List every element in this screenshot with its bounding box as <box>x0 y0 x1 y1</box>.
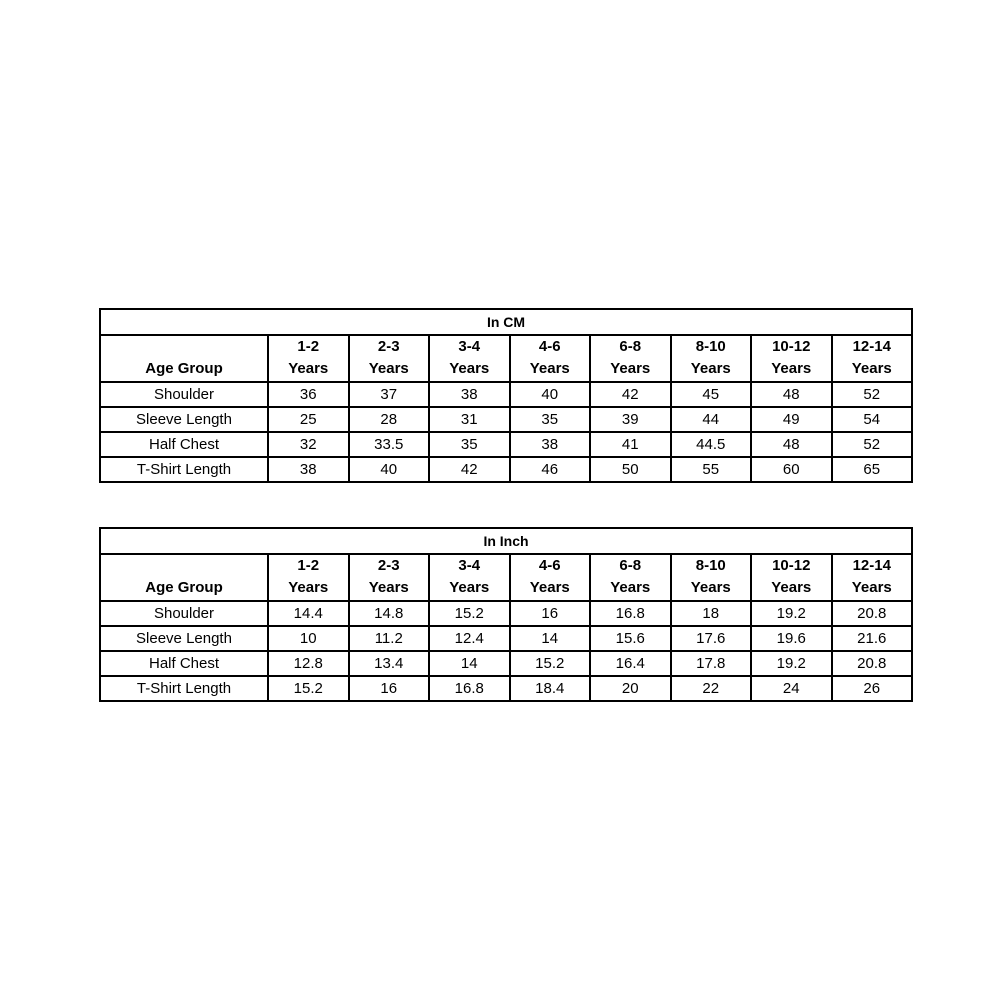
age-unit: Years <box>610 360 651 377</box>
column-header-age-7 <box>832 335 913 382</box>
size-table-inch <box>99 527 913 702</box>
measurement-cell: 35 <box>429 432 510 457</box>
measurement-cell: 16.4 <box>590 651 671 676</box>
column-header-age-0 <box>268 554 349 601</box>
measurement-cell: 55 <box>671 457 752 482</box>
table-row <box>100 382 912 407</box>
column-header-age-2 <box>429 335 510 382</box>
row-label: T-Shirt Length <box>100 457 268 482</box>
measurement-cell: 20 <box>590 676 671 701</box>
age-range: 4-6 <box>538 338 561 355</box>
measurement-cell: 12.4 <box>429 626 510 651</box>
table-row <box>100 432 912 457</box>
column-header-age-1 <box>349 554 430 601</box>
measurement-cell: 19.2 <box>751 651 832 676</box>
measurement-cell: 20.8 <box>832 601 913 626</box>
measurement-cell: 44.5 <box>671 432 752 457</box>
measurement-cell: 33.5 <box>349 432 430 457</box>
row-label: Half Chest <box>100 651 268 676</box>
age-range: 12-14 <box>852 338 891 355</box>
measurement-cell: 39 <box>590 407 671 432</box>
age-unit: Years <box>529 360 570 377</box>
age-range: 12-14 <box>852 557 891 574</box>
measurement-cell: 22 <box>671 676 752 701</box>
measurement-cell: 16 <box>510 601 591 626</box>
measurement-cell: 54 <box>832 407 913 432</box>
age-unit: Years <box>771 360 812 377</box>
age-range: 10-12 <box>772 338 811 355</box>
measurement-cell: 17.6 <box>671 626 752 651</box>
column-header-age-1 <box>349 335 430 382</box>
age-range: 8-10 <box>695 557 726 574</box>
measurement-cell: 40 <box>510 382 591 407</box>
measurement-cell: 36 <box>268 382 349 407</box>
measurement-cell: 52 <box>832 432 913 457</box>
age-group-header <box>100 335 268 382</box>
size-table-cm <box>99 308 913 483</box>
measurement-cell: 14 <box>510 626 591 651</box>
table-title-row <box>100 309 912 335</box>
column-header-age-6 <box>751 554 832 601</box>
measurement-cell: 17.8 <box>671 651 752 676</box>
measurement-cell: 19.2 <box>751 601 832 626</box>
measurement-cell: 16 <box>349 676 430 701</box>
measurement-cell: 42 <box>590 382 671 407</box>
measurement-cell: 18.4 <box>510 676 591 701</box>
column-header-age-5 <box>671 335 752 382</box>
measurement-cell: 14.8 <box>349 601 430 626</box>
age-range: 4-6 <box>538 557 561 574</box>
measurement-cell: 19.6 <box>751 626 832 651</box>
age-range: 3-4 <box>458 557 481 574</box>
age-group-header <box>100 554 268 601</box>
measurement-cell: 38 <box>268 457 349 482</box>
measurement-cell: 10 <box>268 626 349 651</box>
row-label: T-Shirt Length <box>100 676 268 701</box>
measurement-cell: 14 <box>429 651 510 676</box>
age-unit: Years <box>771 579 812 596</box>
age-unit: Years <box>851 360 892 377</box>
table-title-row <box>100 528 912 554</box>
column-header-age-4 <box>590 554 671 601</box>
measurement-cell: 16.8 <box>590 601 671 626</box>
column-header-age-5 <box>671 554 752 601</box>
row-label: Shoulder <box>100 601 268 626</box>
measurement-cell: 16.8 <box>429 676 510 701</box>
column-header-age-2 <box>429 554 510 601</box>
table-header-row <box>100 554 912 601</box>
measurement-cell: 41 <box>590 432 671 457</box>
age-range: 1-2 <box>297 557 320 574</box>
measurement-cell: 28 <box>349 407 430 432</box>
measurement-cell: 12.8 <box>268 651 349 676</box>
measurement-cell: 31 <box>429 407 510 432</box>
measurement-cell: 14.4 <box>268 601 349 626</box>
age-range: 8-10 <box>695 338 726 355</box>
age-unit: Years <box>288 360 329 377</box>
measurement-cell: 48 <box>751 432 832 457</box>
age-unit: Years <box>529 579 570 596</box>
age-unit: Years <box>449 579 490 596</box>
measurement-cell: 38 <box>510 432 591 457</box>
row-label: Sleeve Length <box>100 626 268 651</box>
column-header-age-6 <box>751 335 832 382</box>
age-group-label: Age Group <box>145 579 223 596</box>
column-header-age-7 <box>832 554 913 601</box>
measurement-cell: 20.8 <box>832 651 913 676</box>
age-unit: Years <box>610 579 651 596</box>
measurement-cell: 50 <box>590 457 671 482</box>
table-row <box>100 457 912 482</box>
measurement-cell: 24 <box>751 676 832 701</box>
measurement-cell: 65 <box>832 457 913 482</box>
measurement-cell: 38 <box>429 382 510 407</box>
measurement-cell: 15.2 <box>268 676 349 701</box>
measurement-cell: 44 <box>671 407 752 432</box>
measurement-cell: 15.2 <box>510 651 591 676</box>
measurement-cell: 52 <box>832 382 913 407</box>
age-unit: Years <box>368 360 409 377</box>
age-unit: Years <box>690 360 731 377</box>
table-row <box>100 651 912 676</box>
measurement-cell: 26 <box>832 676 913 701</box>
table-row <box>100 601 912 626</box>
age-range: 3-4 <box>458 338 481 355</box>
table-title-inch: In Inch <box>100 528 912 554</box>
measurement-cell: 32 <box>268 432 349 457</box>
column-header-age-4 <box>590 335 671 382</box>
age-range: 2-3 <box>377 557 400 574</box>
age-group-label: Age Group <box>145 360 223 377</box>
table-row <box>100 676 912 701</box>
measurement-cell: 40 <box>349 457 430 482</box>
table-header-row <box>100 335 912 382</box>
measurement-cell: 25 <box>268 407 349 432</box>
age-range: 6-8 <box>619 557 642 574</box>
age-range: 10-12 <box>772 557 811 574</box>
table-row <box>100 407 912 432</box>
column-header-age-0 <box>268 335 349 382</box>
measurement-cell: 46 <box>510 457 591 482</box>
age-range: 1-2 <box>297 338 320 355</box>
age-unit: Years <box>690 579 731 596</box>
column-header-age-3 <box>510 554 591 601</box>
measurement-cell: 18 <box>671 601 752 626</box>
measurement-cell: 11.2 <box>349 626 430 651</box>
age-unit: Years <box>851 579 892 596</box>
column-header-age-3 <box>510 335 591 382</box>
row-label: Shoulder <box>100 382 268 407</box>
table-title-cm: In CM <box>100 309 912 335</box>
age-unit: Years <box>449 360 490 377</box>
measurement-cell: 15.2 <box>429 601 510 626</box>
measurement-cell: 48 <box>751 382 832 407</box>
measurement-cell: 13.4 <box>349 651 430 676</box>
age-unit: Years <box>368 579 409 596</box>
age-range: 6-8 <box>619 338 642 355</box>
measurement-cell: 37 <box>349 382 430 407</box>
measurement-cell: 35 <box>510 407 591 432</box>
measurement-cell: 21.6 <box>832 626 913 651</box>
measurement-cell: 49 <box>751 407 832 432</box>
measurement-cell: 45 <box>671 382 752 407</box>
measurement-cell: 42 <box>429 457 510 482</box>
measurement-cell: 15.6 <box>590 626 671 651</box>
measurement-cell: 60 <box>751 457 832 482</box>
row-label: Sleeve Length <box>100 407 268 432</box>
table-row <box>100 626 912 651</box>
age-range: 2-3 <box>377 338 400 355</box>
age-unit: Years <box>288 579 329 596</box>
row-label: Half Chest <box>100 432 268 457</box>
